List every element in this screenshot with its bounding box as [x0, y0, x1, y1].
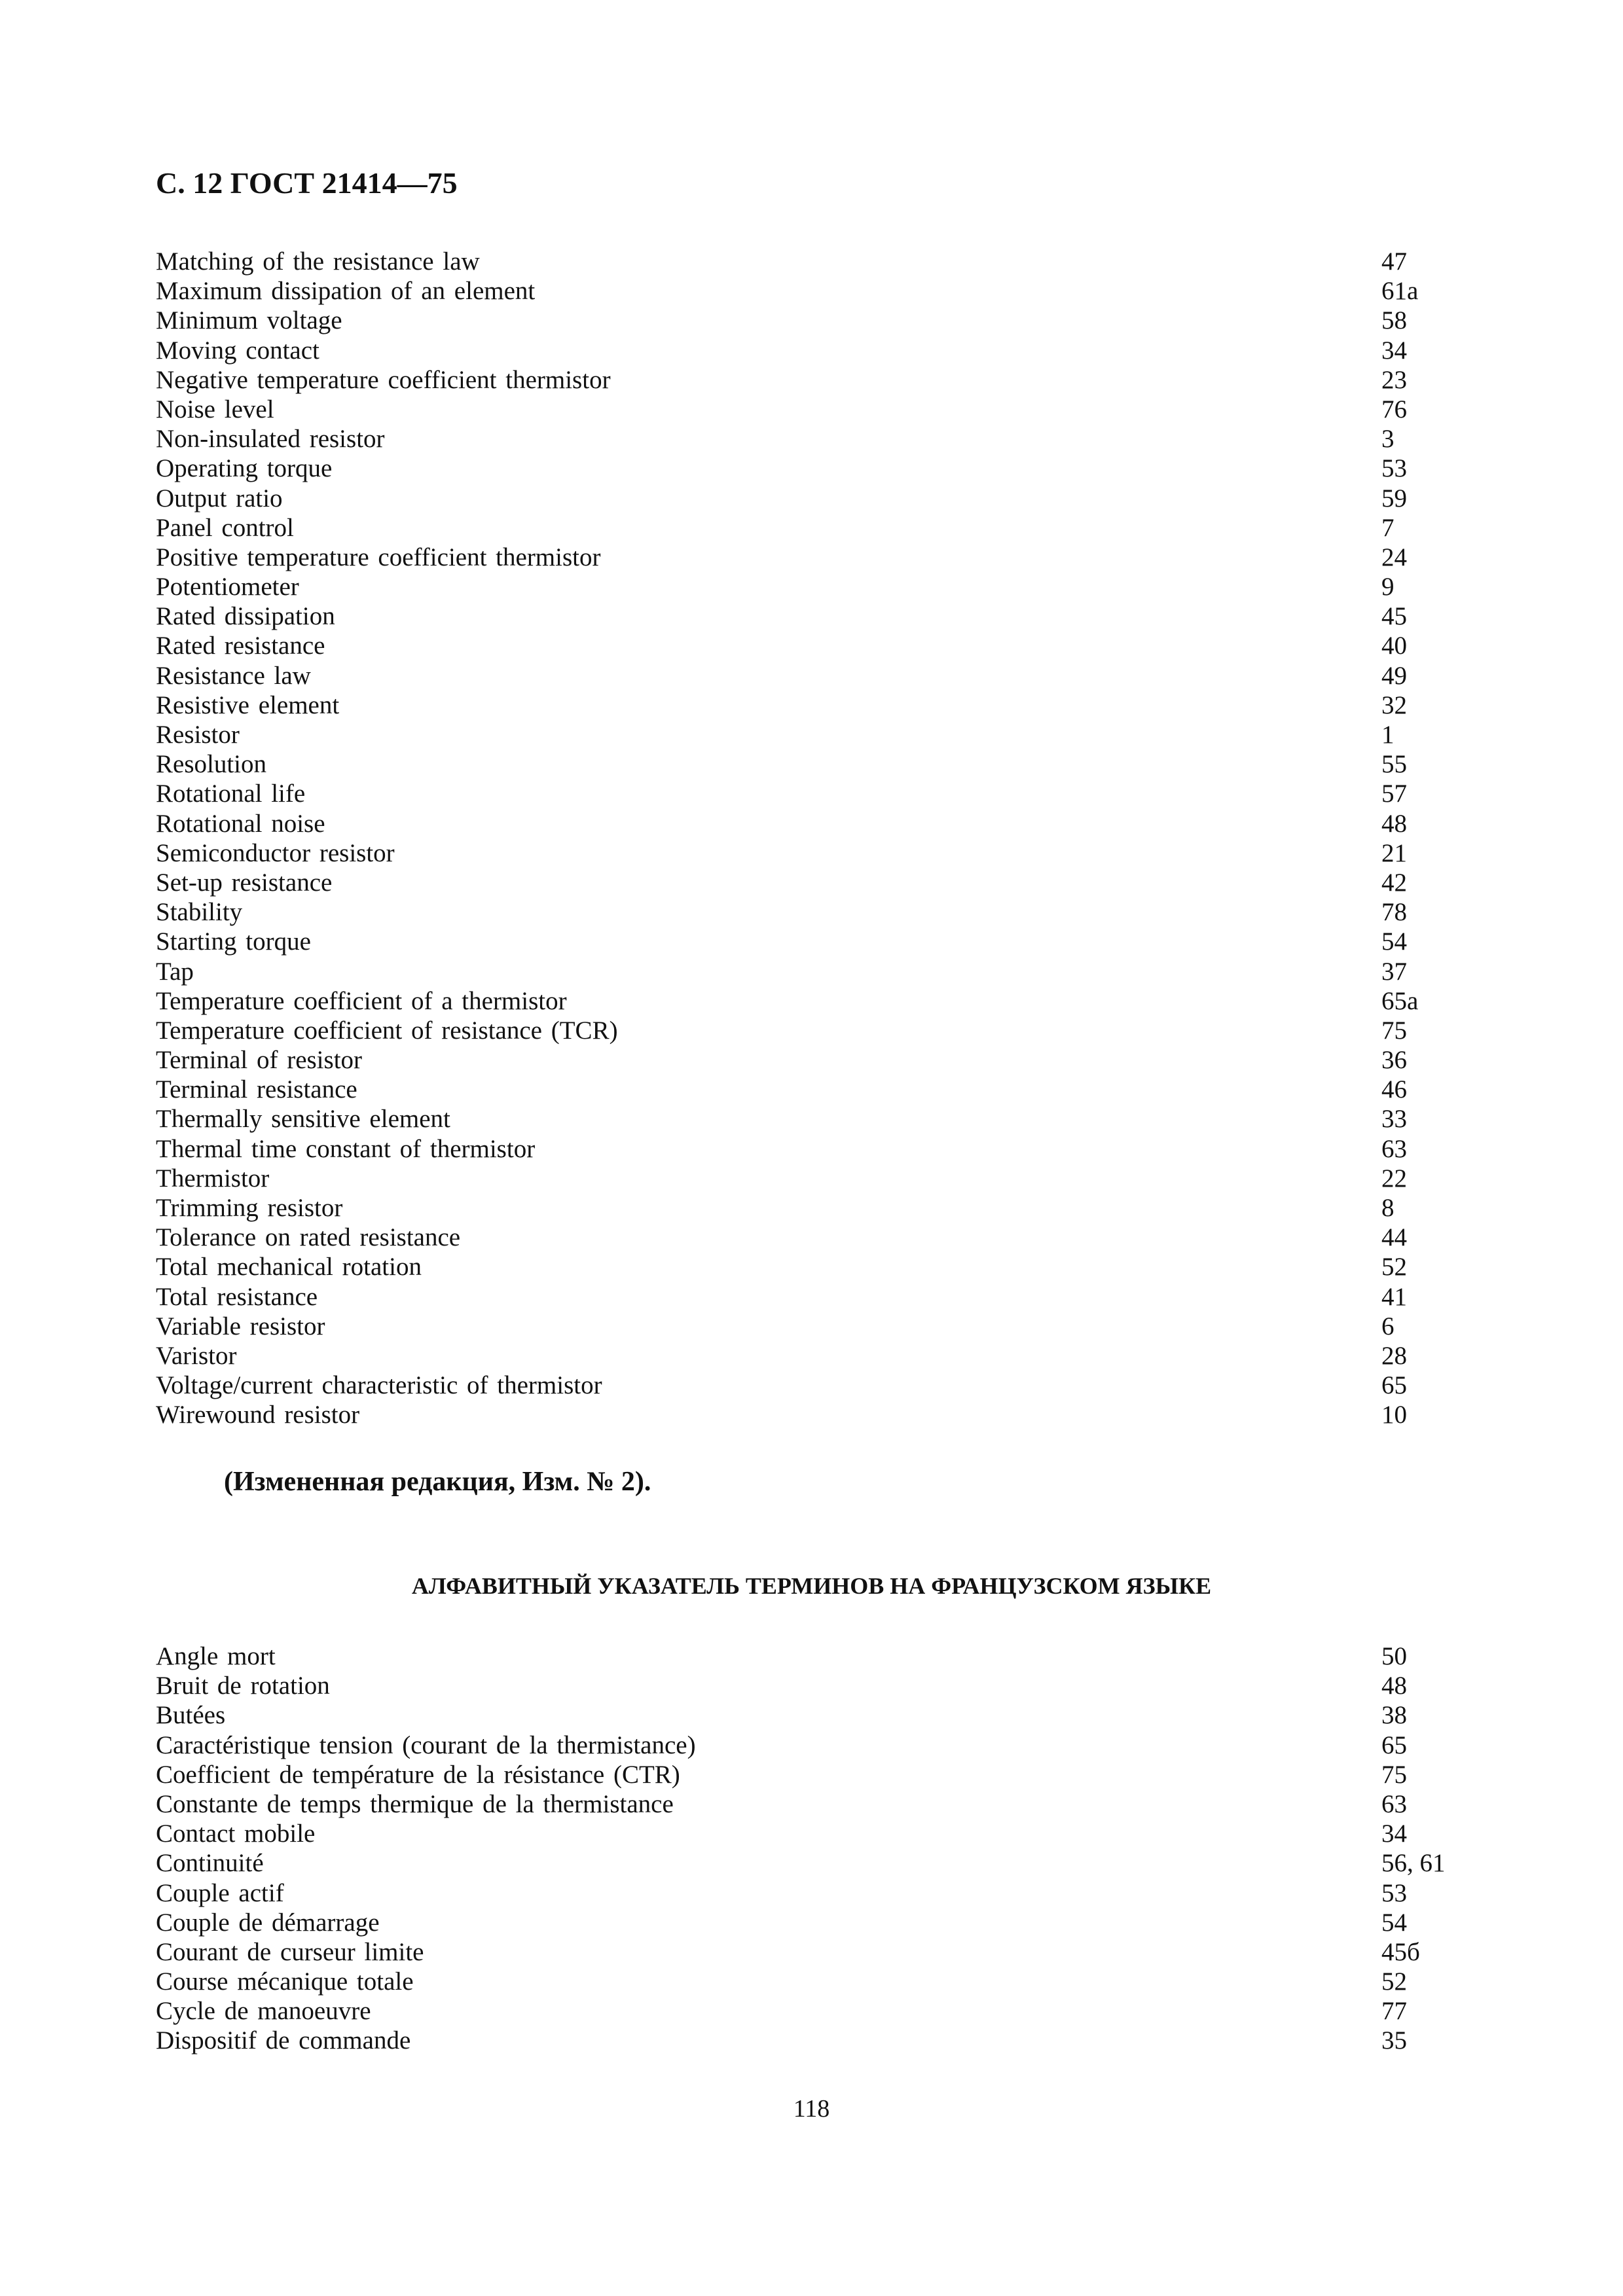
index-term: Operating torque: [156, 454, 333, 483]
index-row: [156, 1104, 1467, 1134]
index-term: Minimum voltage: [156, 306, 342, 335]
index-term: Caractéristique tension (courant de la thermistance): [156, 1731, 696, 1759]
index-number: 58: [1381, 306, 1407, 335]
index-row: [156, 276, 1467, 306]
index-row: [156, 661, 1467, 691]
index-row: [156, 1996, 1467, 2026]
index-term: Resistor: [156, 721, 240, 749]
index-term: Temperature coefficient of a thermistor: [156, 986, 567, 1015]
index-row: [156, 336, 1467, 365]
index-number: 56, 61: [1381, 1849, 1446, 1878]
index-term: Varistor: [156, 1341, 237, 1370]
index-term: Noise level: [156, 395, 274, 423]
index-term: Continuité: [156, 1849, 264, 1878]
index-number: 44: [1381, 1223, 1407, 1252]
index-term: Trimming resistor: [156, 1194, 343, 1222]
index-number: 63: [1381, 1789, 1407, 1818]
index-number: 28: [1381, 1341, 1407, 1370]
index-row: [156, 809, 1467, 838]
french-term-index: [156, 1641, 1467, 2056]
index-row: [156, 1731, 1467, 1760]
page-header: С. 12 ГОСТ 21414—75: [156, 166, 458, 200]
index-row: [156, 1878, 1467, 1908]
index-number: 35: [1381, 2026, 1407, 2055]
index-term: Contact mobile: [156, 1820, 316, 1848]
index-term: Tap: [156, 957, 194, 986]
index-row: [156, 513, 1467, 543]
index-number: 34: [1381, 336, 1407, 365]
index-row: [156, 957, 1467, 986]
index-row: [156, 779, 1467, 808]
index-number: 53: [1381, 1878, 1407, 1907]
index-term: Coefficient de température de la résistance (CTR): [156, 1760, 680, 1789]
index-row: [156, 897, 1467, 927]
index-number: 65a: [1381, 986, 1419, 1015]
index-term: Resolution: [156, 750, 267, 779]
index-row: [156, 1134, 1467, 1164]
index-row: [156, 1671, 1467, 1700]
index-number: 65: [1381, 1371, 1407, 1400]
english-term-index: [156, 247, 1467, 1430]
index-term: Terminal resistance: [156, 1075, 357, 1104]
index-number: 49: [1381, 661, 1407, 690]
index-number: 52: [1381, 1967, 1407, 1996]
index-number: 41: [1381, 1282, 1407, 1311]
index-number: 34: [1381, 1820, 1407, 1848]
index-number: 76: [1381, 395, 1407, 423]
index-number: 52: [1381, 1253, 1407, 1282]
index-row: [156, 247, 1467, 276]
index-term: Temperature coefficient of resistance (TCR): [156, 1016, 618, 1045]
index-number: 65: [1381, 1731, 1407, 1759]
index-row: [156, 484, 1467, 513]
index-term: Output ratio: [156, 484, 283, 512]
index-row: [156, 1760, 1467, 1789]
index-row: [156, 720, 1467, 749]
index-term: Variable resistor: [156, 1312, 325, 1340]
index-number: 45: [1381, 602, 1407, 631]
index-number: 23: [1381, 365, 1407, 394]
index-row: [156, 1016, 1467, 1045]
index-term: Panel control: [156, 513, 294, 542]
index-term: Total resistance: [156, 1282, 318, 1311]
index-term: Courant de curseur limite: [156, 1937, 424, 1966]
index-row: [156, 1075, 1467, 1104]
index-term: Tolerance on rated resistance: [156, 1223, 461, 1252]
index-number: 6: [1381, 1312, 1395, 1340]
index-row: [156, 543, 1467, 572]
index-row: [156, 424, 1467, 454]
index-term: Thermally sensitive element: [156, 1105, 450, 1134]
index-number: 54: [1381, 1908, 1407, 1937]
index-row: [156, 927, 1467, 956]
index-number: 45б: [1381, 1937, 1420, 1966]
index-row: [156, 749, 1467, 779]
page-number: 118: [793, 2095, 830, 2123]
index-term: Potentiometer: [156, 573, 299, 601]
index-row: [156, 631, 1467, 660]
index-term: Starting torque: [156, 927, 311, 956]
index-row: [156, 1223, 1467, 1252]
index-number: 1: [1381, 721, 1395, 749]
index-row: [156, 1371, 1467, 1400]
index-number: 75: [1381, 1760, 1407, 1789]
index-number: 24: [1381, 543, 1407, 571]
index-term: Total mechanical rotation: [156, 1253, 422, 1282]
index-row: [156, 691, 1467, 720]
index-number: 63: [1381, 1134, 1407, 1163]
index-row: [156, 1789, 1467, 1819]
index-term: Moving contact: [156, 336, 319, 365]
index-term: Resistance law: [156, 661, 311, 690]
index-number: 78: [1381, 898, 1407, 927]
index-row: [156, 1341, 1467, 1371]
index-term: Dispositif de commande: [156, 2026, 411, 2055]
index-row: [156, 2026, 1467, 2055]
index-number: 21: [1381, 838, 1407, 867]
index-row: [156, 1819, 1467, 1848]
index-number: 54: [1381, 927, 1407, 956]
index-term: Terminal of resistor: [156, 1046, 363, 1075]
index-term: Voltage/current characteristic of thermistor: [156, 1371, 602, 1400]
index-number: 40: [1381, 632, 1407, 660]
index-term: Rotational noise: [156, 809, 325, 838]
index-number: 8: [1381, 1194, 1395, 1222]
index-number: 77: [1381, 1997, 1407, 2026]
index-row: [156, 1252, 1467, 1282]
index-term: Positive temperature coefficient thermistor: [156, 543, 601, 571]
index-row: [156, 1400, 1467, 1429]
index-row: [156, 454, 1467, 483]
index-row: [156, 1937, 1467, 1967]
index-term: Thermal time constant of thermistor: [156, 1134, 536, 1163]
index-number: 7: [1381, 513, 1395, 542]
index-term: Rated resistance: [156, 632, 325, 660]
index-term: Couple de démarrage: [156, 1908, 380, 1937]
index-number: 36: [1381, 1046, 1407, 1075]
index-number: 75: [1381, 1016, 1407, 1045]
index-row: [156, 838, 1467, 868]
index-number: 22: [1381, 1164, 1407, 1193]
index-term: Non-insulated resistor: [156, 425, 385, 454]
index-term: Angle mort: [156, 1642, 276, 1670]
index-term: Rotational life: [156, 780, 306, 808]
index-row: [156, 1045, 1467, 1075]
index-number: 9: [1381, 573, 1395, 601]
index-row: [156, 1908, 1467, 1937]
index-number: 55: [1381, 750, 1407, 779]
index-number: 48: [1381, 1672, 1407, 1700]
index-number: 61a: [1381, 277, 1419, 306]
index-row: [156, 1641, 1467, 1671]
index-row: [156, 1312, 1467, 1341]
index-row: [156, 1282, 1467, 1312]
index-number: 38: [1381, 1701, 1407, 1730]
index-term: Constante de temps thermique de la thermistance: [156, 1789, 674, 1818]
index-term: Rated dissipation: [156, 602, 335, 631]
index-term: Course mécanique totale: [156, 1967, 414, 1996]
index-number: 53: [1381, 454, 1407, 483]
index-row: [156, 365, 1467, 395]
index-term: Negative temperature coefficient thermistor: [156, 365, 611, 394]
index-term: Set-up resistance: [156, 868, 333, 897]
index-term: Butées: [156, 1701, 226, 1730]
index-number: 46: [1381, 1075, 1407, 1104]
index-term: Stability: [156, 898, 243, 927]
index-row: [156, 601, 1467, 631]
french-index-heading: АЛФАВИТНЫЙ УКАЗАТЕЛЬ ТЕРМИНОВ НА ФРАНЦУЗСКОМ ЯЗЫКЕ: [411, 1573, 1212, 1599]
index-row: [156, 868, 1467, 897]
index-term: Thermistor: [156, 1164, 270, 1193]
index-row: [156, 1193, 1467, 1223]
index-term: Couple actif: [156, 1878, 284, 1907]
index-number: 57: [1381, 780, 1407, 808]
index-row: [156, 1164, 1467, 1193]
index-row: [156, 395, 1467, 424]
index-number: 37: [1381, 957, 1407, 986]
index-row: [156, 1848, 1467, 1878]
index-number: 33: [1381, 1105, 1407, 1134]
index-term: Maximum dissipation of an element: [156, 277, 536, 306]
index-row: [156, 986, 1467, 1016]
index-row: [156, 1967, 1467, 1996]
index-number: 42: [1381, 868, 1407, 897]
amendment-note: (Измененная редакция, Изм. № 2).: [224, 1467, 651, 1497]
index-term: Semiconductor resistor: [156, 838, 395, 867]
index-number: 59: [1381, 484, 1407, 512]
index-term: Cycle de manoeuvre: [156, 1997, 371, 2026]
index-number: 50: [1381, 1642, 1407, 1670]
index-number: 3: [1381, 425, 1395, 454]
index-row: [156, 306, 1467, 335]
index-row: [156, 1700, 1467, 1730]
index-term: Wirewound resistor: [156, 1401, 360, 1429]
index-row: [156, 572, 1467, 601]
index-term: Resistive element: [156, 691, 340, 719]
index-number: 10: [1381, 1401, 1407, 1429]
index-number: 48: [1381, 809, 1407, 838]
index-term: Bruit de rotation: [156, 1672, 330, 1700]
index-number: 47: [1381, 247, 1407, 276]
index-number: 32: [1381, 691, 1407, 719]
index-term: Matching of the resistance law: [156, 247, 480, 276]
